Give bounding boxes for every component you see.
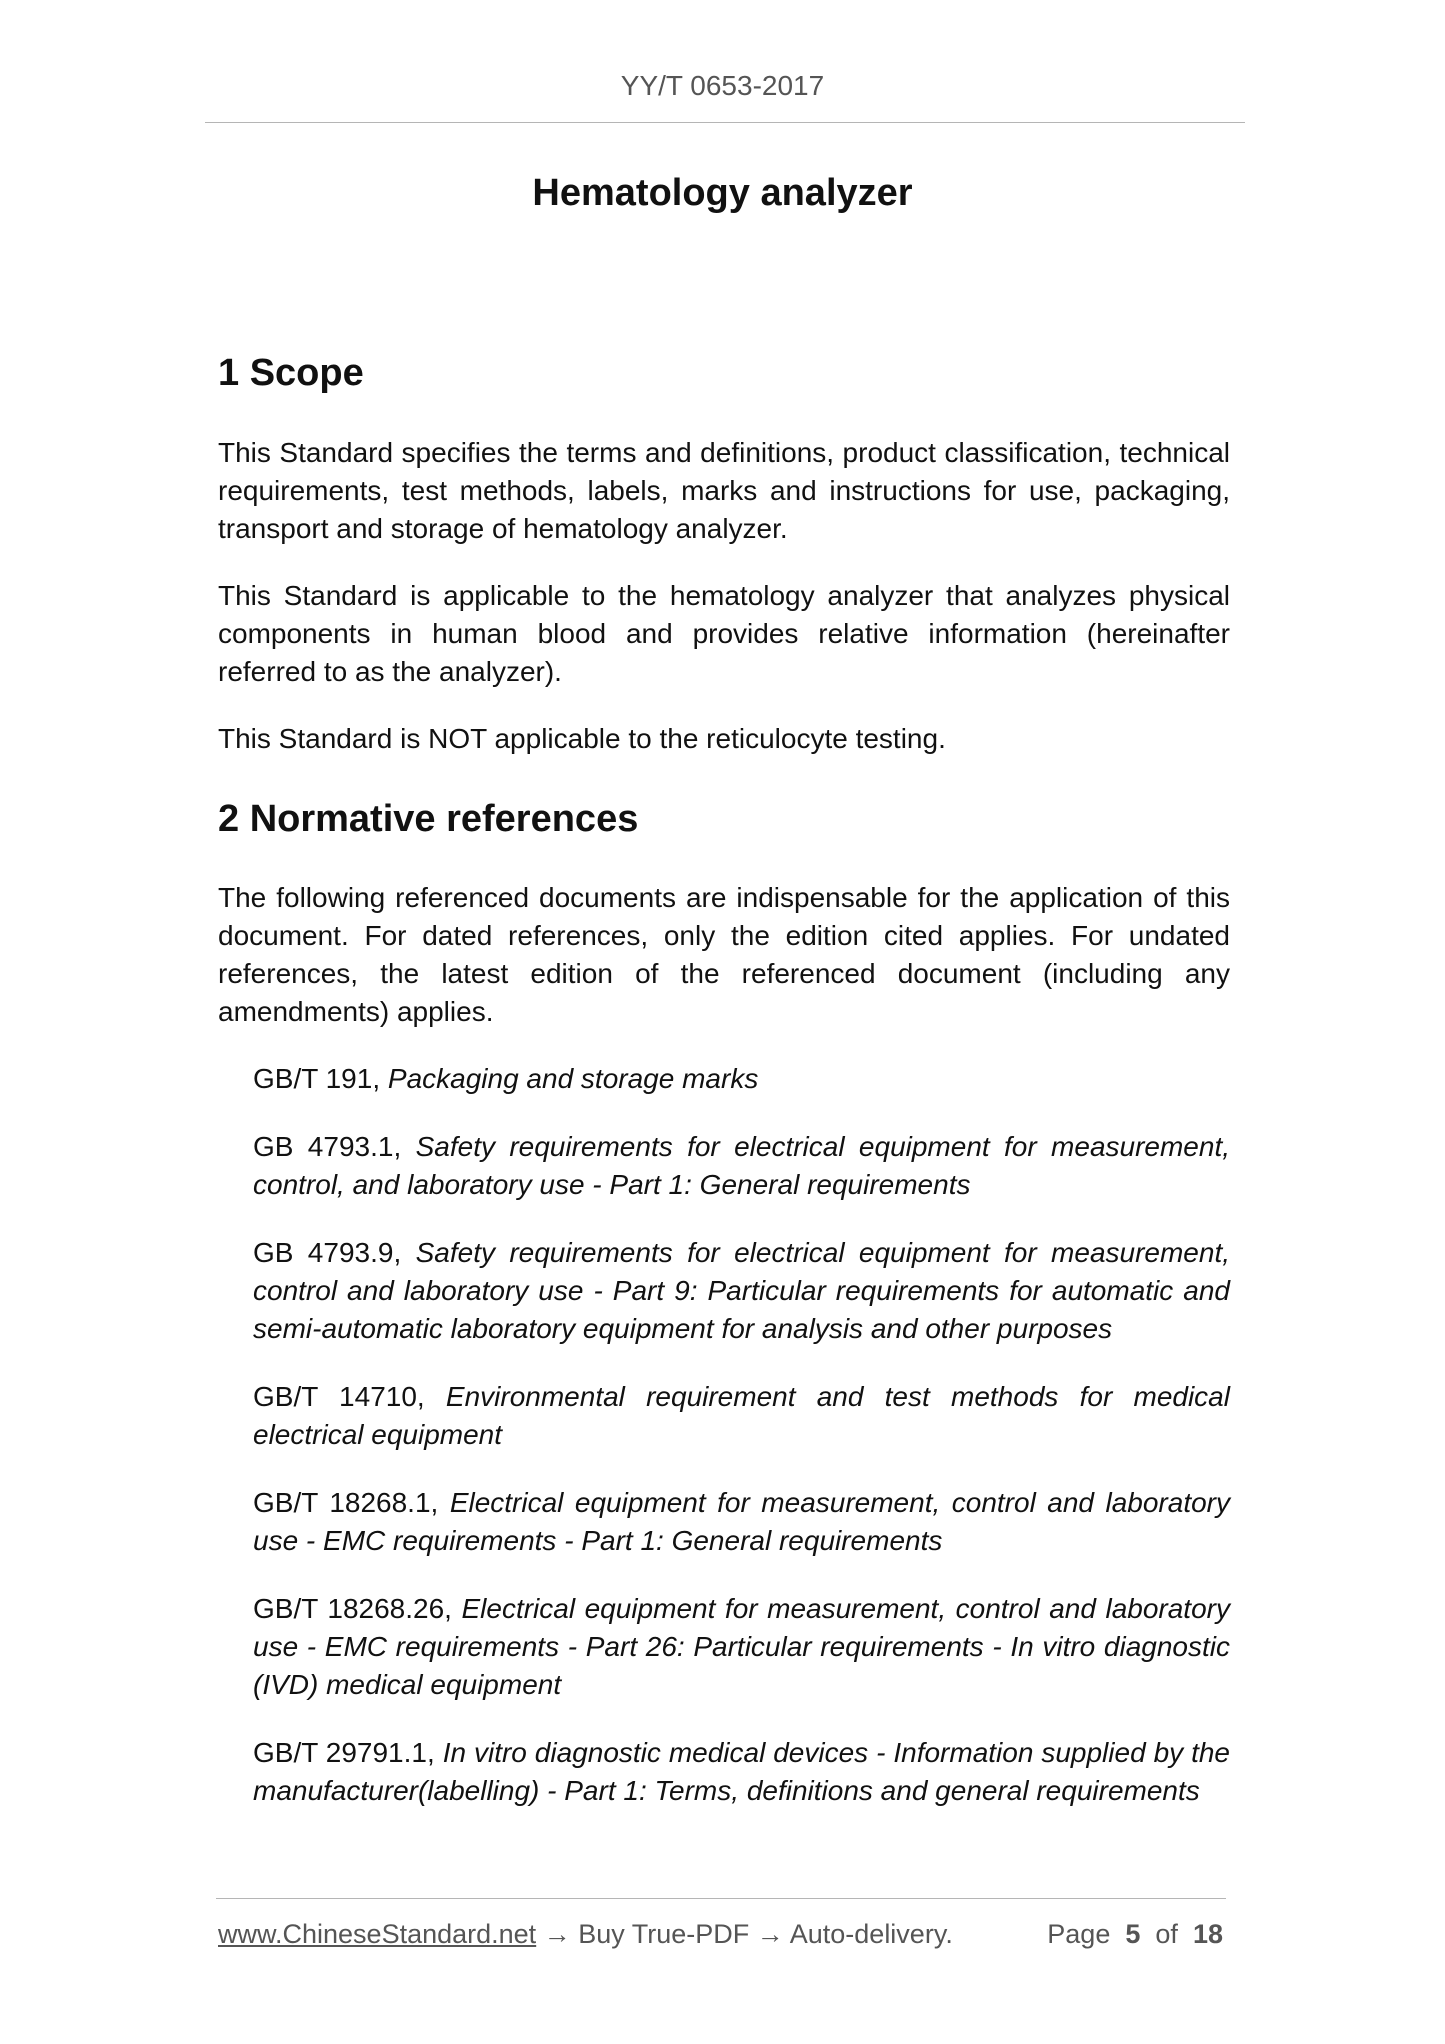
reference-code: GB/T 18268.26,	[253, 1593, 452, 1624]
reference-code: GB 4793.9,	[253, 1237, 402, 1268]
reference-item	[253, 1734, 1230, 1810]
website-link[interactable]: www.ChineseStandard.net	[218, 1919, 537, 1949]
reference-item	[253, 1128, 1230, 1204]
page-of-label: of	[1155, 1919, 1178, 1949]
reference-title: Electrical equipment for measurement, control and laboratory use - EMC requirements - Part 26: Particular requirements - In vitro diagnostic (IVD) medical equipment	[253, 1593, 1230, 1700]
reference-item	[253, 1378, 1230, 1454]
reference-code: GB/T 14710,	[253, 1381, 425, 1412]
section-heading-normative-references: 2 Normative references	[218, 798, 639, 840]
scope-paragraph: This Standard is applicable to the hematology analyzer that analyzes physical components in human blood and provides relative information (hereinafter referred to as the analyzer).	[218, 580, 1230, 687]
reference-item	[253, 1234, 1230, 1348]
header-divider	[205, 122, 1245, 123]
footer-divider	[216, 1898, 1226, 1899]
reference-title: In vitro diagnostic medical devices - Information supplied by the manufacturer(labelling) - Part 1: Terms, definitions and general requirements	[253, 1737, 1231, 1806]
reference-list	[218, 1060, 1230, 1810]
reference-code: GB/T 29791.1,	[253, 1737, 435, 1768]
reference-item	[253, 1590, 1230, 1704]
reference-code: GB 4793.1,	[253, 1131, 402, 1162]
reference-title: Electrical equipment for measurement, control and laboratory use - EMC requirements - Part 1: General requirements	[253, 1487, 1230, 1556]
scope-paragraph: This Standard is NOT applicable to the reticulocyte testing.	[218, 723, 946, 754]
document-code-header: YY/T 0653-2017	[620, 70, 825, 101]
page-total: 18	[1192, 1919, 1223, 1949]
section-heading-scope: 1 Scope	[218, 352, 364, 394]
reference-item	[253, 1484, 1230, 1560]
scope-paragraph: This Standard specifies the terms and definitions, product classification, technical requirements, test methods, labels, marks and instructions for use, packaging, transport and storage of hematology analyzer.	[218, 437, 1230, 544]
document-body	[218, 348, 1230, 1810]
footer-promo-text: → Buy True-PDF → Auto-delivery.	[536, 1919, 953, 1949]
reference-title: Environmental requirement and test methods for medical electrical equipment	[253, 1381, 1230, 1450]
reference-title: Packaging and storage marks	[387, 1063, 759, 1094]
reference-code: GB/T 18268.1,	[253, 1487, 439, 1518]
page-current: 5	[1125, 1919, 1141, 1949]
reference-title: Safety requirements for electrical equipment for measurement, control, and laboratory use - Part 1: General requirements	[253, 1131, 1231, 1200]
page-label: Page	[1047, 1919, 1111, 1949]
reference-item	[253, 1060, 1230, 1098]
document-title: Hematology analyzer	[532, 172, 913, 214]
reference-code: GB/T 191,	[253, 1063, 381, 1094]
footer-promo	[218, 1917, 953, 1951]
page-number	[1047, 1917, 1223, 1951]
normative-intro-paragraph: The following referenced documents are indispensable for the application of this document. For dated references, only the edition cited applies. For undated references, the latest edition of the referenced document (including any amendments) applies.	[218, 882, 1230, 1027]
reference-title: Safety requirements for electrical equipment for measurement, control and laboratory use - Part 9: Particular requirements for automatic and semi-automatic laboratory equipment for analysis and other purposes	[253, 1237, 1231, 1344]
